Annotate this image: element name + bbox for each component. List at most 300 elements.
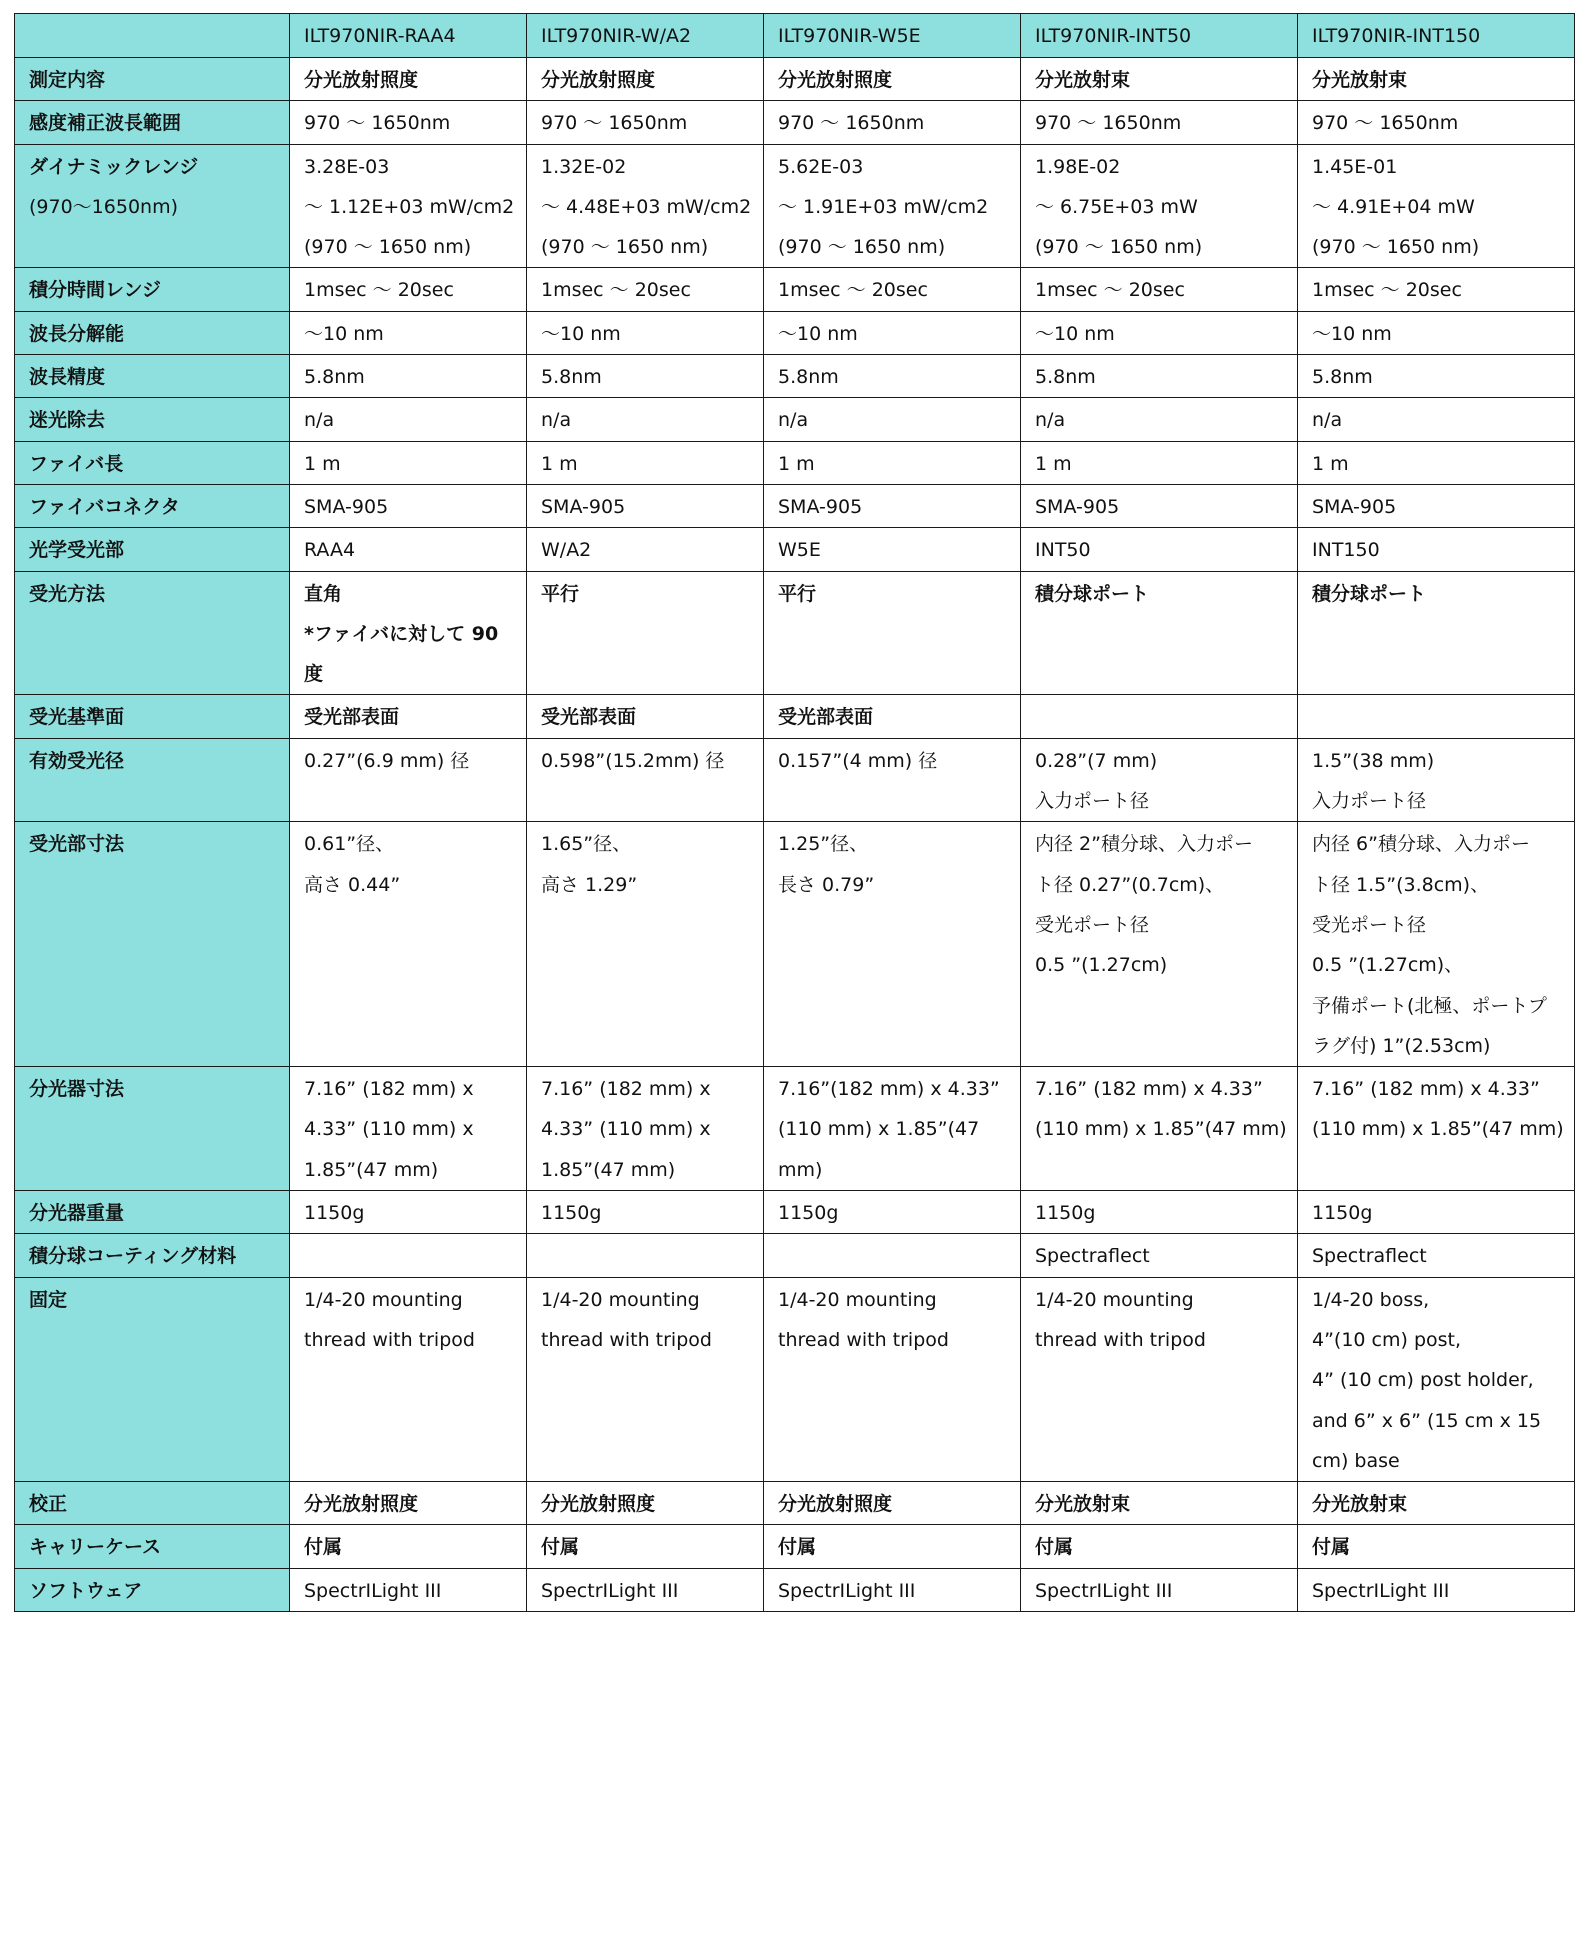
cell-text: 0.598”(15.2mm) 径	[541, 749, 725, 772]
table-cell	[290, 738, 527, 822]
cell-line: 直角	[304, 582, 343, 605]
table-cell	[1021, 571, 1298, 695]
cell-text: 1 m	[1312, 452, 1349, 475]
cell-line: 0.61”径、	[304, 833, 395, 856]
cell-line: cm) base	[1312, 1449, 1400, 1472]
table-cell	[1021, 268, 1298, 311]
table-cell	[764, 355, 1021, 398]
cell-line: (970 ～ 1650 nm)	[1312, 236, 1480, 259]
row-label-text: ソフトウェア	[29, 1579, 143, 1602]
cell-text: 1 m	[1035, 452, 1072, 475]
cell-line: 1/4-20 mounting	[1035, 1288, 1194, 1311]
table-cell	[1298, 101, 1575, 144]
cell-text: INT50	[1035, 539, 1091, 562]
table-cell	[527, 484, 764, 527]
cell-line: (970 ～ 1650 nm)	[1035, 236, 1203, 259]
cell-text: 1150g	[304, 1202, 365, 1225]
cell-text: n/a	[1035, 409, 1066, 432]
cell-text: 分光放射照度	[778, 1493, 893, 1516]
cell-text: 1 m	[778, 452, 815, 475]
column-header: ILT970NIR-W/A2	[527, 14, 764, 58]
table-cell	[1298, 1234, 1575, 1277]
table-cell	[290, 1482, 527, 1525]
cell-text: 970 ～ 1650nm	[1312, 112, 1459, 135]
table-cell	[1298, 484, 1575, 527]
row-label	[15, 528, 290, 571]
table-cell	[1298, 355, 1575, 398]
table-cell	[1021, 1234, 1298, 1277]
column-header: ILT970NIR-INT150	[1298, 14, 1575, 58]
cell-text: SpectrILight III	[1312, 1579, 1450, 1602]
row-label	[15, 268, 290, 311]
cell-line: 1.85”(47 mm)	[541, 1158, 676, 1181]
table-cell	[1021, 1525, 1298, 1568]
cell-text: 付属	[304, 1536, 343, 1559]
cell-text: 1150g	[541, 1202, 602, 1225]
cell-text: 分光放射照度	[541, 69, 656, 91]
table-cell	[1021, 484, 1298, 527]
row-label	[15, 1191, 290, 1234]
table-cell	[764, 441, 1021, 484]
table-cell	[527, 738, 764, 822]
cell-text: SMA-905	[778, 495, 863, 518]
row-label	[15, 1234, 290, 1277]
row-label	[15, 355, 290, 398]
cell-text: n/a	[778, 409, 809, 432]
cell-text: ～10 nm	[541, 322, 621, 345]
cell-text: n/a	[541, 409, 572, 432]
cell-text: 分光放射束	[1312, 69, 1408, 91]
cell-text: Spectraflect	[1312, 1245, 1427, 1268]
cell-line: (970 ～ 1650 nm)	[304, 236, 472, 259]
cell-line: 入力ポート径	[1312, 790, 1427, 813]
cell-line: ～ 4.91E+04 mW	[1312, 195, 1475, 218]
table-cell	[527, 144, 764, 268]
cell-text: ～10 nm	[1312, 322, 1392, 345]
cell-line: 1/4-20 mounting	[541, 1288, 700, 1311]
cell-text: 5.8nm	[778, 366, 839, 389]
table-cell	[1298, 822, 1575, 1067]
row-label	[15, 144, 290, 268]
cell-text: 積分球ポート	[1035, 582, 1150, 605]
row-label	[15, 1482, 290, 1525]
row-label-text: 受光基準面	[29, 706, 125, 729]
table-row	[15, 1568, 1575, 1611]
table-cell	[1021, 528, 1298, 571]
table-row	[15, 528, 1575, 571]
cell-text: RAA4	[304, 539, 356, 562]
table-cell	[1298, 571, 1575, 695]
cell-line: *ファイバに対して 90	[304, 622, 499, 645]
table-cell	[290, 268, 527, 311]
table-cell	[527, 1234, 764, 1277]
cell-line: 受光ポート径	[1312, 913, 1427, 936]
table-cell	[527, 268, 764, 311]
table-cell	[527, 1277, 764, 1481]
header-row	[15, 14, 1575, 58]
cell-line: 1.65”径、	[541, 833, 632, 856]
table-cell	[764, 101, 1021, 144]
table-cell	[764, 1568, 1021, 1611]
cell-line: 3.28E-03	[304, 155, 390, 178]
cell-line: 高さ 1.29”	[541, 873, 638, 896]
cell-line: (110 mm) x 1.85”(47	[778, 1118, 980, 1141]
cell-text: 分光放射照度	[304, 1493, 419, 1516]
cell-text: SpectrILight III	[778, 1579, 916, 1602]
table-cell	[527, 398, 764, 441]
cell-text: 付属	[778, 1536, 817, 1559]
column-header: ILT970NIR-INT50	[1021, 14, 1298, 58]
cell-text: n/a	[1312, 409, 1343, 432]
table-cell	[764, 1191, 1021, 1234]
table-cell	[527, 311, 764, 354]
cell-text: SMA-905	[541, 495, 626, 518]
cell-text: SMA-905	[1312, 495, 1397, 518]
table-cell	[764, 58, 1021, 101]
table-row	[15, 695, 1575, 738]
cell-line: mm)	[778, 1158, 823, 1181]
cell-text: 0.157”(4 mm) 径	[778, 749, 938, 772]
row-label-text: キャリーケース	[29, 1536, 162, 1559]
cell-text: Spectraflect	[1035, 1245, 1150, 1268]
cell-text: 1msec ～ 20sec	[1312, 279, 1462, 302]
table-cell	[1021, 144, 1298, 268]
table-cell	[290, 311, 527, 354]
cell-line: 入力ポート径	[1035, 790, 1150, 813]
table-cell	[290, 695, 527, 738]
table-cell	[290, 144, 527, 268]
row-label	[15, 101, 290, 144]
cell-text: 受光部表面	[778, 706, 874, 729]
cell-text: 1150g	[1312, 1202, 1373, 1225]
table-row	[15, 355, 1575, 398]
table-cell	[527, 571, 764, 695]
table-cell	[290, 58, 527, 101]
cell-text: 1msec ～ 20sec	[778, 279, 928, 302]
cell-text: 5.8nm	[1312, 366, 1373, 389]
table-cell	[1298, 1525, 1575, 1568]
cell-line: 1.85”(47 mm)	[304, 1158, 439, 1181]
table-cell	[764, 1234, 1021, 1277]
cell-line: 長さ 0.79”	[778, 873, 875, 896]
cell-line: thread with tripod	[541, 1328, 712, 1351]
cell-text: 分光放射照度	[778, 69, 893, 91]
cell-line: ト径 1.5”(3.8cm)、	[1312, 873, 1490, 896]
table-row	[15, 822, 1575, 1067]
table-cell	[764, 1482, 1021, 1525]
table-cell	[1298, 1482, 1575, 1525]
table-cell	[764, 571, 1021, 695]
cell-line: 7.16” (182 mm) x 4.33”	[1035, 1078, 1263, 1101]
table-cell	[527, 1067, 764, 1191]
table-cell	[290, 528, 527, 571]
table-cell	[764, 1277, 1021, 1481]
table-cell	[1021, 355, 1298, 398]
row-label-text: 感度補正波長範囲	[29, 112, 182, 135]
table-cell	[527, 822, 764, 1067]
cell-line: ～ 1.12E+03 mW/cm2	[304, 195, 515, 218]
table-cell	[764, 398, 1021, 441]
row-label-text: 迷光除去	[29, 409, 106, 432]
table-cell	[290, 355, 527, 398]
table-cell	[290, 1234, 527, 1277]
column-header: ILT970NIR-RAA4	[290, 14, 527, 58]
cell-line: 1.45E-01	[1312, 155, 1398, 178]
cell-line: 4”(10 cm) post,	[1312, 1328, 1462, 1351]
cell-line: 高さ 0.44”	[304, 873, 401, 896]
table-row	[15, 144, 1575, 268]
table-cell	[1021, 1067, 1298, 1191]
cell-text: SMA-905	[304, 495, 389, 518]
table-cell	[290, 1525, 527, 1568]
table-cell	[1298, 528, 1575, 571]
cell-line: ～ 6.75E+03 mW	[1035, 195, 1198, 218]
cell-text: INT150	[1312, 539, 1380, 562]
table-cell	[1298, 144, 1575, 268]
cell-text: 1msec ～ 20sec	[541, 279, 691, 302]
cell-line: 1.98E-02	[1035, 155, 1121, 178]
table-cell	[764, 144, 1021, 268]
cell-line: 内径 6”積分球、入力ポー	[1312, 833, 1530, 856]
table-cell	[527, 1568, 764, 1611]
cell-line: thread with tripod	[1035, 1328, 1206, 1351]
table-cell	[1021, 1191, 1298, 1234]
table-cell	[527, 1525, 764, 1568]
table-cell	[1021, 822, 1298, 1067]
table-cell	[1298, 738, 1575, 822]
column-header: ILT970NIR-W5E	[764, 14, 1021, 58]
cell-line: ～ 4.48E+03 mW/cm2	[541, 195, 752, 218]
table-row	[15, 311, 1575, 354]
table-cell	[527, 528, 764, 571]
table-cell	[290, 1277, 527, 1481]
cell-text: SpectrILight III	[1035, 1579, 1173, 1602]
row-label	[15, 1525, 290, 1568]
cell-line: (110 mm) x 1.85”(47 mm)	[1035, 1118, 1287, 1141]
cell-line: 0.5 ”(1.27cm)、	[1312, 954, 1464, 977]
cell-text: 1 m	[304, 452, 341, 475]
row-label	[15, 738, 290, 822]
cell-text: 付属	[541, 1536, 580, 1559]
table-cell	[1298, 1067, 1575, 1191]
cell-text: 受光部表面	[541, 706, 637, 729]
cell-line: 4” (10 cm) post holder,	[1312, 1369, 1534, 1392]
table-cell	[1021, 398, 1298, 441]
cell-line: 1/4-20 boss,	[1312, 1288, 1430, 1311]
table-cell	[1021, 1482, 1298, 1525]
cell-line: thread with tripod	[778, 1328, 949, 1351]
table-cell	[1298, 268, 1575, 311]
cell-text: 1msec ～ 20sec	[304, 279, 454, 302]
cell-text: 分光放射束	[1312, 1493, 1408, 1516]
cell-text: 5.8nm	[1035, 366, 1096, 389]
table-cell	[1298, 1277, 1575, 1481]
row-label-text: 積分時間レンジ	[29, 279, 162, 302]
table-cell	[527, 101, 764, 144]
table-cell	[290, 1067, 527, 1191]
table-cell	[1298, 311, 1575, 354]
row-label	[15, 58, 290, 101]
table-cell	[764, 528, 1021, 571]
table-row	[15, 1191, 1575, 1234]
table-row	[15, 484, 1575, 527]
cell-line: ラグ付) 1”(2.53cm)	[1312, 1034, 1491, 1057]
table-cell	[1021, 101, 1298, 144]
table-cell	[290, 1568, 527, 1611]
cell-text: 970 ～ 1650nm	[541, 112, 688, 135]
cell-text: 分光放射照度	[541, 1493, 656, 1516]
cell-text: ～10 nm	[1035, 322, 1115, 345]
row-label-text: 波長分解能	[29, 322, 125, 345]
spec-table	[14, 13, 1575, 1612]
row-label-text: 波長精度	[29, 366, 106, 389]
cell-line: 5.62E-03	[778, 155, 864, 178]
cell-line: ～ 1.91E+03 mW/cm2	[778, 195, 989, 218]
cell-text: W/A2	[541, 539, 592, 562]
cell-text: 分光放射照度	[304, 69, 419, 91]
table-cell	[527, 1482, 764, 1525]
cell-line: thread with tripod	[304, 1328, 475, 1351]
table-row	[15, 1277, 1575, 1481]
table-cell	[764, 738, 1021, 822]
table-cell	[1298, 1568, 1575, 1611]
cell-text: 付属	[1035, 1536, 1074, 1559]
table-cell	[1298, 58, 1575, 101]
cell-text: 分光放射束	[1035, 69, 1131, 91]
table-cell	[1021, 441, 1298, 484]
cell-text: SpectrILight III	[541, 1579, 679, 1602]
table-row	[15, 398, 1575, 441]
cell-line: (970 ～ 1650 nm)	[541, 236, 709, 259]
cell-line: 受光ポート径	[1035, 913, 1150, 936]
table-cell	[1021, 695, 1298, 738]
cell-line: 7.16”(182 mm) x 4.33”	[778, 1078, 1000, 1101]
row-label	[15, 1277, 290, 1481]
cell-text: 1msec ～ 20sec	[1035, 279, 1185, 302]
table-row	[15, 1525, 1575, 1568]
row-label-text: ファイバ長	[29, 452, 124, 475]
table-cell	[527, 355, 764, 398]
table-cell	[1298, 695, 1575, 738]
cell-line: 度	[304, 663, 324, 686]
row-sublabel-text: (970～1650nm)	[29, 195, 178, 218]
cell-text: 付属	[1312, 1536, 1351, 1559]
row-label	[15, 822, 290, 1067]
header-corner	[15, 14, 290, 58]
table-cell	[290, 822, 527, 1067]
row-label-text: 有効受光径	[29, 749, 125, 772]
table-cell	[290, 1191, 527, 1234]
table-row	[15, 101, 1575, 144]
cell-line: 0.28”(7 mm)	[1035, 749, 1158, 772]
cell-text: 0.27”(6.9 mm) 径	[304, 749, 470, 772]
row-label-text: 光学受光部	[29, 539, 125, 562]
row-label-text: 測定内容	[29, 69, 106, 91]
table-cell	[527, 695, 764, 738]
cell-text: 1 m	[541, 452, 578, 475]
cell-text: SMA-905	[1035, 495, 1120, 518]
table-row	[15, 58, 1575, 101]
table-cell	[764, 268, 1021, 311]
table-cell	[1021, 311, 1298, 354]
table-row	[15, 1067, 1575, 1191]
cell-text: 受光部表面	[304, 706, 400, 729]
table-cell	[1298, 398, 1575, 441]
row-label-text: 受光部寸法	[29, 833, 125, 856]
cell-text: 平行	[541, 582, 580, 605]
cell-text: n/a	[304, 409, 335, 432]
cell-text: 970 ～ 1650nm	[778, 112, 925, 135]
cell-line: 0.5 ”(1.27cm)	[1035, 954, 1168, 977]
table-cell	[290, 101, 527, 144]
cell-text: 970 ～ 1650nm	[1035, 112, 1182, 135]
cell-text: SpectrILight III	[304, 1579, 442, 1602]
cell-line: 4.33” (110 mm) x	[541, 1118, 711, 1141]
cell-text: 5.8nm	[541, 366, 602, 389]
cell-line: and 6” x 6” (15 cm x 15	[1312, 1409, 1542, 1432]
cell-text: 1150g	[1035, 1202, 1096, 1225]
table-cell	[764, 1525, 1021, 1568]
cell-text: 5.8nm	[304, 366, 365, 389]
table-row	[15, 268, 1575, 311]
table-cell	[764, 695, 1021, 738]
table-row	[15, 441, 1575, 484]
table-cell	[764, 311, 1021, 354]
cell-line: ト径 0.27”(0.7cm)、	[1035, 873, 1225, 896]
table-row	[15, 1234, 1575, 1277]
row-label	[15, 398, 290, 441]
row-label-text: 積分球コーティング材料	[29, 1245, 237, 1268]
cell-text: ～10 nm	[304, 322, 384, 345]
row-label-text: ファイバコネクタ	[29, 495, 180, 518]
table-cell	[764, 822, 1021, 1067]
cell-line: 7.16” (182 mm) x 4.33”	[1312, 1078, 1540, 1101]
cell-line: 予備ポート(北極、ポートプ	[1312, 994, 1547, 1017]
row-label	[15, 484, 290, 527]
cell-text: 分光放射束	[1035, 1493, 1131, 1516]
row-label	[15, 311, 290, 354]
table-cell	[290, 484, 527, 527]
cell-line: 7.16” (182 mm) x	[541, 1078, 711, 1101]
table-cell	[1021, 1568, 1298, 1611]
cell-line: 1.25”径、	[778, 833, 869, 856]
table-cell	[1021, 738, 1298, 822]
table-cell	[527, 1191, 764, 1234]
table-cell	[1021, 58, 1298, 101]
row-label	[15, 571, 290, 695]
cell-line: 1.32E-02	[541, 155, 627, 178]
table-cell	[1298, 441, 1575, 484]
row-label-text: 固定	[29, 1288, 68, 1311]
cell-text: 1150g	[778, 1202, 839, 1225]
table-cell	[1021, 1277, 1298, 1481]
row-label-text: 校正	[29, 1493, 68, 1516]
table-cell	[290, 571, 527, 695]
cell-line: (110 mm) x 1.85”(47 mm)	[1312, 1118, 1564, 1141]
cell-line: 内径 2”積分球、入力ポー	[1035, 833, 1253, 856]
row-label-text: 受光方法	[29, 582, 106, 605]
cell-text: ～10 nm	[778, 322, 858, 345]
row-label	[15, 441, 290, 484]
cell-line: 1.5”(38 mm)	[1312, 749, 1435, 772]
table-row	[15, 571, 1575, 695]
row-label	[15, 1067, 290, 1191]
table-cell	[290, 441, 527, 484]
row-label-text: ダイナミックレンジ	[29, 155, 199, 178]
row-label	[15, 695, 290, 738]
cell-line: (970 ～ 1650 nm)	[778, 236, 946, 259]
table-cell	[290, 398, 527, 441]
